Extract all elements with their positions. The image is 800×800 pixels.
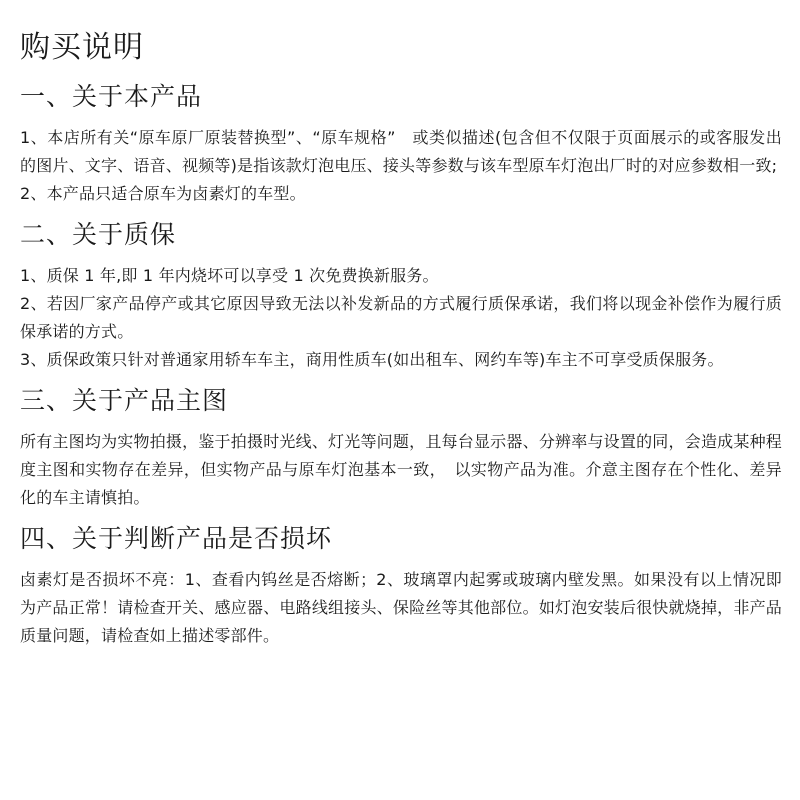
section-heading: 二、关于质保 xyxy=(20,220,177,249)
section-main-images xyxy=(20,384,782,512)
paragraph: 1、质保 1 年,即 1 年内烧坏可以享受 1 次免费换新服务。 xyxy=(20,266,439,285)
paragraph: 卤素灯是否损坏不亮：1、查看内钨丝是否熔断；2、玻璃罩内起雾或玻璃内壁发黑。如果没有以上情况即为产品正常！请检查开关、感应器、电路线组接头、保险丝等其他部位。如灯泡安装后很快就烧掉，非产品质量问题，请检查如上描述零部件。 xyxy=(20,570,782,645)
paragraph: 3、质保政策只针对普通家用轿车车主，商用性质车(如出租车、网约车等)车主不可享受质保服务。 xyxy=(20,350,724,369)
section-heading: 四、关于判断产品是否损坏 xyxy=(20,524,333,553)
section-heading: 一、关于本产品 xyxy=(20,82,203,111)
section-about-product xyxy=(20,80,782,208)
document-title: 购买说明 xyxy=(20,30,144,65)
paragraph: 所有主图均为实物拍摄，鉴于拍摄时光线、灯光等问题，且每台显示器、分辨率与设置的同，会造成某种程度主图和实物存在差异，但实物产品与原车灯泡基本一致， 以实物产品为准。介意主图存在个性化、差异化的车主请慎拍。 xyxy=(20,432,782,507)
section-damage-check xyxy=(20,522,782,650)
paragraph: 2、若因厂家产品停产或其它原因导致无法以补发新品的方式履行质保承诺，我们将以现金补偿作为履行质保承诺的方式。 xyxy=(20,294,782,341)
paragraph: 2、本产品只适合原车为卤素灯的车型。 xyxy=(20,184,306,203)
paragraph: 1、本店所有关“原车原厂原装替换型”、“原车规格” 或类似描述(包含但不仅限于页面展示的或客服发出的图片、文字、语音、视频等)是指该款灯泡电压、接头等参数与该车型原车灯泡出厂时的对应参数相一致; xyxy=(20,128,782,175)
section-warranty xyxy=(20,218,782,374)
section-heading: 三、关于产品主图 xyxy=(20,386,229,415)
